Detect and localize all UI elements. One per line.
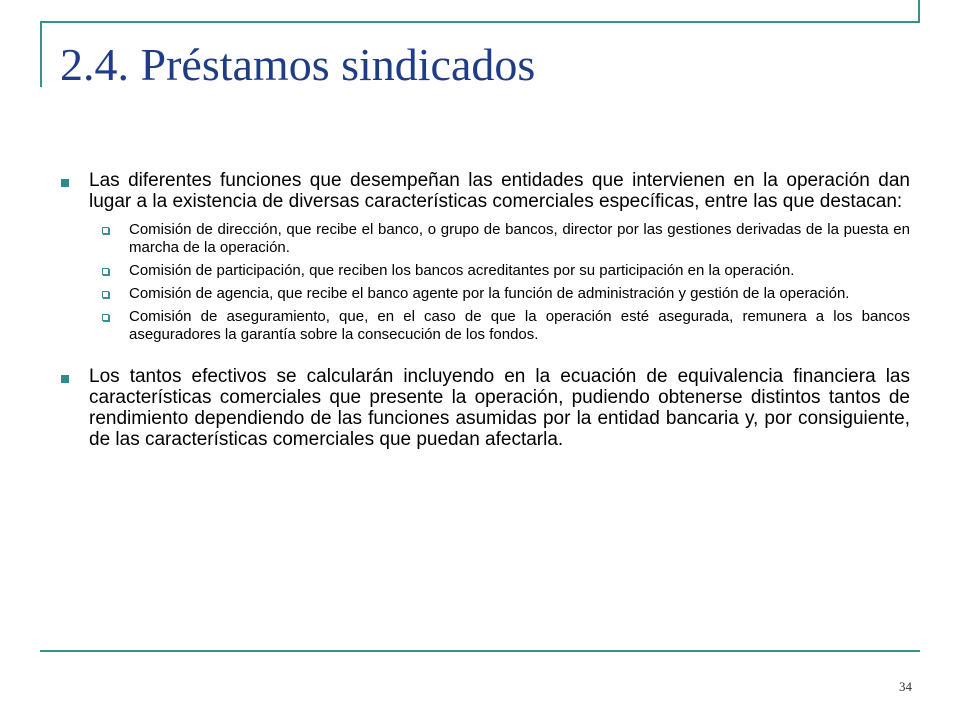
bottom-frame-line [40,650,920,652]
page-number: 34 [899,679,912,694]
right-frame-line [918,0,920,23]
top-frame-line [40,21,920,23]
left-frame-line [40,21,42,87]
bullet-text: Las diferentes funciones que desempeñan las entidades que intervienen en la operación dan lugar a la existencia de diversas características comerciales específicas, entre las que destacan: [89,170,910,212]
sub-item-text: Comisión de agencia, que recibe el banco agente por la función de administración y gestión de la operación. [129,285,850,302]
hollow-square-bullet-icon [102,291,109,298]
sub-item-text: Comisión de participación, que reciben los bancos acreditantes por su participación en la operación. [129,262,795,279]
sub-item-text: Comisión de dirección, que recibe el banco, o grupo de bancos, director por las gestiones derivadas de la puesta en marcha de la operación. [129,221,910,256]
bullet-text: Los tantos efectivos se calcularán incluyendo en la ecuación de equivalencia financiera las características comerciales que presente la operación, pudiendo obtenerse distintos tantos de rendimiento dependiendo de las funciones asumidas por la entidad bancaria y, por consiguiente, de las características comerciales que puedan afectarla. [89,366,910,450]
hollow-square-bullet-icon [102,268,109,275]
sub-item-agencia [89,285,910,303]
slide-title: 2.4. Préstamos sindicados [60,39,536,90]
commission-sublist [89,221,910,344]
hollow-square-bullet-icon [102,227,109,234]
bullet-item-commissions [60,170,910,344]
sub-item-aseguramiento [89,308,910,344]
square-bullet-icon [61,179,69,187]
slide-content [60,170,910,450]
bullet-item-tantos-efectivos [60,366,910,450]
sub-item-participacion [89,262,910,280]
sub-item-text: Comisión de aseguramiento, que, en el caso de que la operación esté asegurada, remunera a los bancos aseguradores la garantía sobre la consecución de los fondos. [129,308,910,343]
hollow-square-bullet-icon [102,314,109,321]
sub-item-direccion [89,221,910,257]
square-bullet-icon [61,375,69,383]
